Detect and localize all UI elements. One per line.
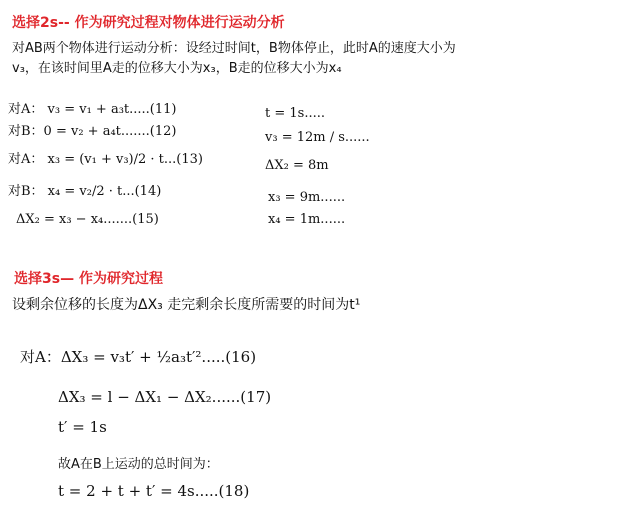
equation-14: 对B： x₄ = v₂/2 · t...(14) [8,184,162,199]
equation-18: t = 2 + t + t′ = 4s.....(18) [58,482,250,500]
result-x4: x₄ = 1m...... [268,212,346,227]
result-t: t = 1s..... [265,106,325,121]
section1-intro-line2: v₃，在该时间里A走的位移大小为x₃，B走的位移大小为x₄ [12,61,342,76]
equation-17: ΔX₃ = l − ΔX₁ − ΔX₂......(17) [58,388,272,406]
equation-16: 对A：ΔX₃ = v₃t′ + ½a₃t′².....(16) [20,348,257,366]
section2-conclusion: 故A在B上运动的总时间为： [58,457,219,472]
equation-11: 对A： v₃ = v₁ + a₃t.....(11) [8,102,177,117]
result-dx2: ΔX₂ = 8m [265,158,329,173]
result-x3: x₃ = 9m...... [268,190,346,205]
equation-15: ΔX₂ = x₃ − x₄.......(15) [16,212,159,227]
section1-intro-line1: 对AB两个物体进行运动分析：设经过时间t，B物体停止，此时A的速度大小为 [12,41,456,56]
equation-13: 对A： x₃ = (v₁ + v₃)/2 · t...(13) [8,152,203,167]
section1-heading: 选择2s-- 作为研究过程对物体进行运动分析 [12,15,285,31]
section2-intro: 设剩余位移的长度为ΔX₃ 走完剩余长度所需要的时间为t¹ [12,297,361,313]
result-t-prime: t′ = 1s [58,418,107,436]
equation-12: 对B：0 = v₂ + a₄t.......(12) [8,124,177,139]
section2-heading: 选择3s— 作为研究过程 [14,271,163,287]
result-v3: v₃ = 12m / s...... [265,130,370,145]
